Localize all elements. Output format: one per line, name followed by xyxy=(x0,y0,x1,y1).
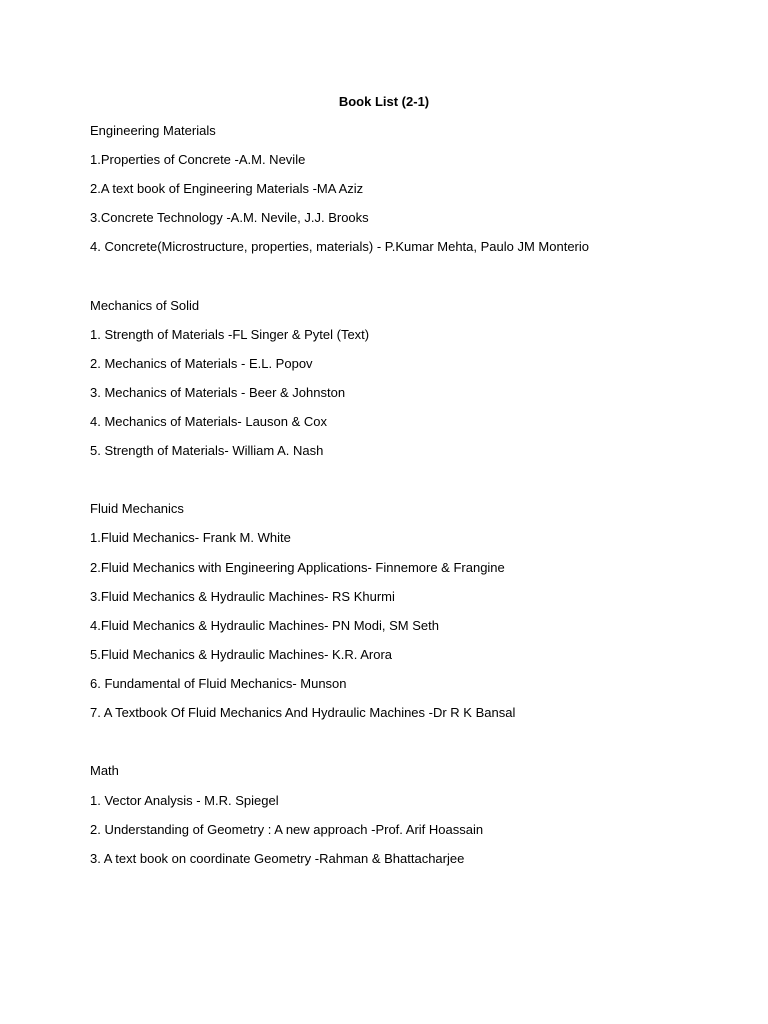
book-item: 3. A text book on coordinate Geometry -Rahman & Bhattacharjee xyxy=(90,851,465,866)
book-item: 1. Strength of Materials -FL Singer & Pytel (Text) xyxy=(90,327,370,342)
book-item: 4. Mechanics of Materials- Lauson & Cox xyxy=(90,414,327,429)
book-item: 3. Mechanics of Materials - Beer & Johnston xyxy=(90,385,346,400)
section-heading-fluid-mechanics: Fluid Mechanics xyxy=(90,501,184,516)
book-item: 2. Mechanics of Materials - E.L. Popov xyxy=(90,356,313,371)
section-heading-mechanics-of-solid: Mechanics of Solid xyxy=(90,298,200,313)
book-item: 2. Understanding of Geometry : A new approach -Prof. Arif Hoassain xyxy=(90,822,484,837)
section-heading-math: Math xyxy=(90,763,119,778)
section-heading-engineering-materials: Engineering Materials xyxy=(90,123,216,138)
book-item: 1.Fluid Mechanics- Frank M. White xyxy=(90,530,291,545)
book-item: 4. Concrete(Microstructure, properties, materials) - P.Kumar Mehta, Paulo JM Monterio xyxy=(90,239,589,254)
book-item: 2.A text book of Engineering Materials -MA Aziz xyxy=(90,181,364,196)
book-item: 3.Concrete Technology -A.M. Nevile, J.J. Brooks xyxy=(90,210,369,225)
book-item: 1.Properties of Concrete -A.M. Nevile xyxy=(90,152,306,167)
book-item: 7. A Textbook Of Fluid Mechanics And Hydraulic Machines -Dr R K Bansal xyxy=(90,705,516,720)
book-item: 1. Vector Analysis - M.R. Spiegel xyxy=(90,793,279,808)
book-item: 3.Fluid Mechanics & Hydraulic Machines- RS Khurmi xyxy=(90,589,395,604)
book-item: 2.Fluid Mechanics with Engineering Applications- Finnemore & Frangine xyxy=(90,560,505,575)
document-title: Book List (2-1) xyxy=(338,94,430,109)
book-item: 4.Fluid Mechanics & Hydraulic Machines- PN Modi, SM Seth xyxy=(90,618,439,633)
book-item: 6. Fundamental of Fluid Mechanics- Munson xyxy=(90,676,347,691)
book-item: 5. Strength of Materials- William A. Nash xyxy=(90,443,324,458)
book-item: 5.Fluid Mechanics & Hydraulic Machines- K.R. Arora xyxy=(90,647,393,662)
